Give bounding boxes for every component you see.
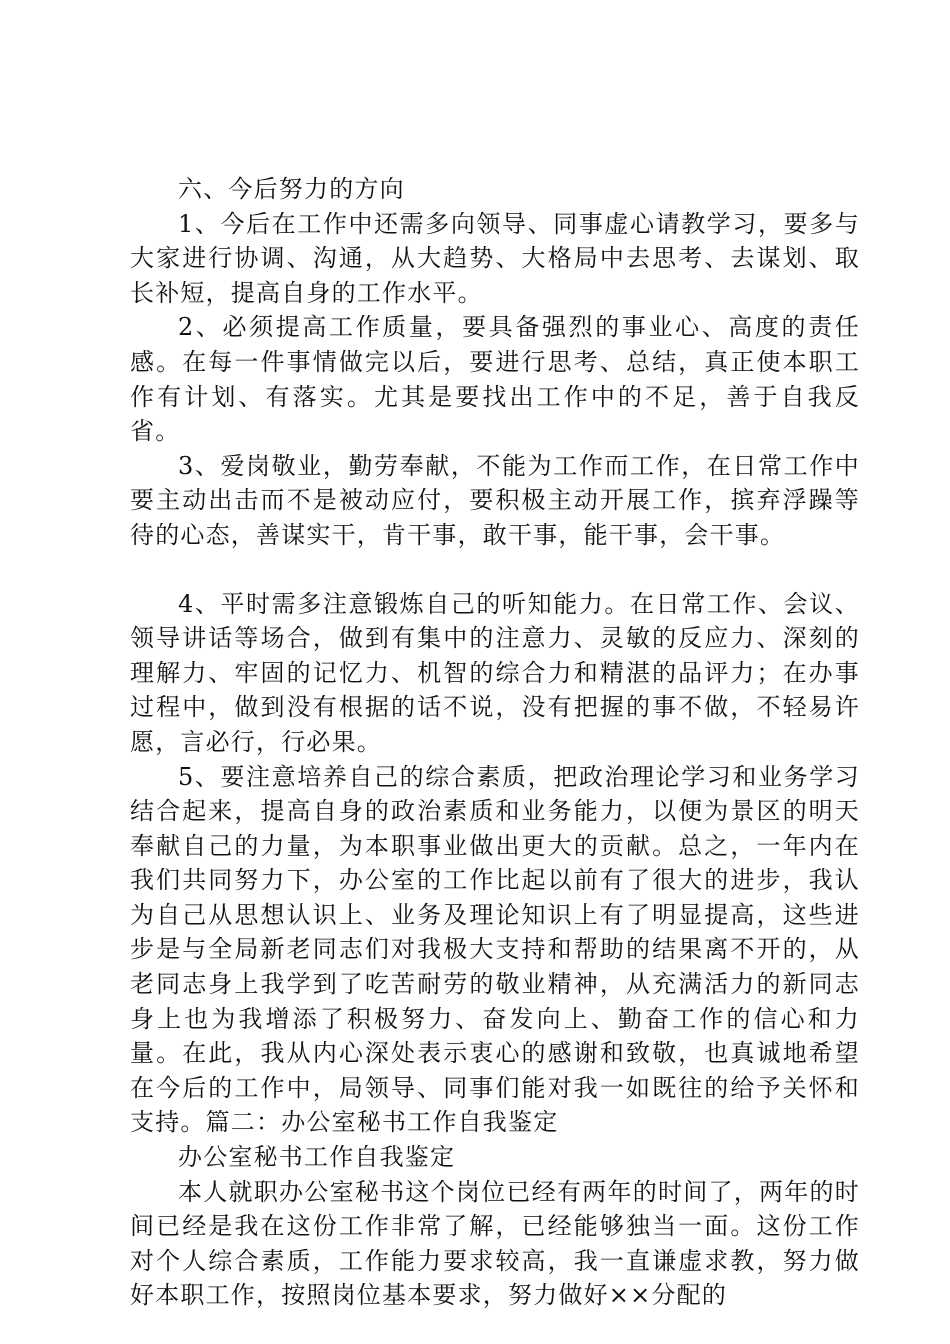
document-body: [130, 172, 860, 1313]
paragraph-gap: [130, 553, 860, 587]
paragraph-4: 4、平时需多注意锻炼自己的听知能力。在日常工作、会议、领导讲话等场合，做到有集中的注意力、灵敏的反应力、深刻的理解力、牢固的记忆力、机智的综合力和精湛的品评力；在办事过程中，做到没有根据的话不说，没有把握的事不做，不轻易许愿，言必行，行必果。: [130, 589, 860, 756]
paragraph-3: 3、爱岗敬业，勤劳奉献，不能为工作而工作，在日常工作中要主动出击而不是被动应付，要积极主动开展工作，摈弃浮躁等待的心态，善谋实干，肯干事，敢干事，能干事，会干事。: [130, 451, 860, 549]
part-two-title: 办公室秘书工作自我鉴定: [178, 1143, 456, 1172]
paragraph-5: 5、要注意培养自己的综合素质，把政治理论学习和业务学习结合起来，提高自身的政治素质和业务能力，以便为景区的明天奉献自己的力量，为本职事业做出更大的贡献。总之，一年内在我们共同努力下，办公室的工作比起以前有了很大的进步，我认为自己从思想认识上、业务及理论知识上有了明显提高，这些进步是与全局新老同志们对我极大支持和帮助的结果离不开的，从老同志身上我学到了吃苦耐劳的敬业精神，从充满活力的新同志身上也为我增添了积极努力、奋发向上、勤奋工作的信心和力量。在此，我从内心深处表示衷心的感谢和致敬，也真诚地希望在今后的工作中，局领导、同事们能对我一如既往的给予关怀和支持。篇二：办公室秘书工作自我鉴定: [130, 762, 860, 1137]
paragraph-2: 2、必须提高工作质量，要具备强烈的事业心、高度的责任感。在每一件事情做完以后，要进行思考、总结，真正使本职工作有计划、有落实。尤其是要找出工作中的不足，善于自我反省。: [130, 313, 860, 446]
paragraph-1: 1、今后在工作中还需多向领导、同事虚心请教学习，要多与大家进行协调、沟通，从大趋势、大格局中去思考、去谋划、取长补短，提高自身的工作水平。: [130, 209, 860, 307]
section-heading: 六、今后努力的方向: [178, 175, 405, 203]
paragraph-6: 本人就职办公室秘书这个岗位已经有两年的时间了，两年的时间已经是我在这份工作非常了解，已经能够独当一面。这份工作对个人综合素质，工作能力要求较高，我一直谦虚求教，努力做好本职工作，按照岗位基本要求，努力做好××分配的: [130, 1177, 860, 1310]
